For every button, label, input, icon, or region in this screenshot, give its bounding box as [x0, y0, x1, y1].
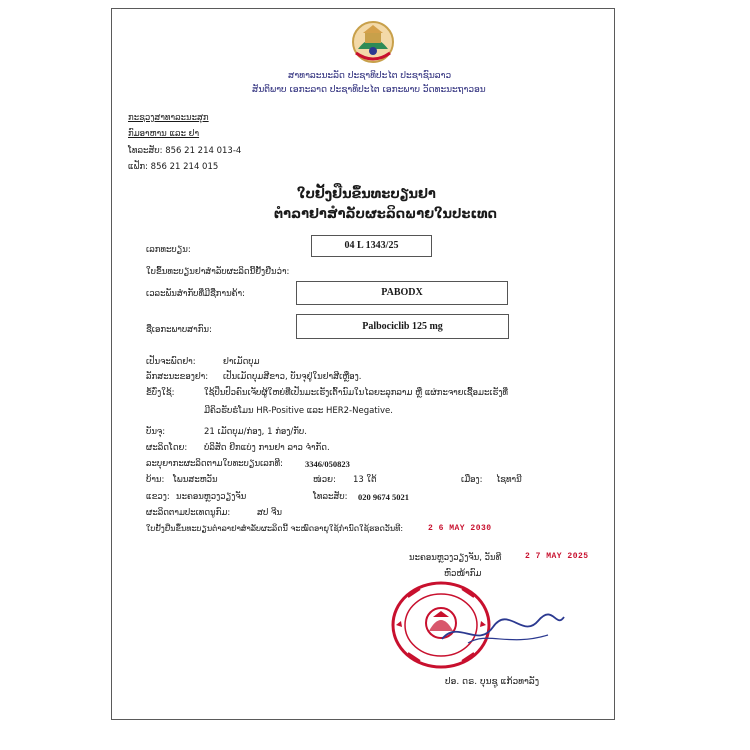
signatory-name: ປອ. ດຣ. ບຸນຊູ ແກ້ວທາລັງ [445, 677, 540, 687]
city-label: ແຂວງ: [146, 492, 170, 502]
certificate-subtitle: ຕຳລາຢາສຳລັບຜະລິດພາຍໃນປະເທດ [274, 207, 497, 222]
certificate-document [111, 8, 615, 720]
certify-label: ໃບຂຶ້ນທະບຽນຢາສຳລັບຜະລິດນີ້ຢັ້ງຢືນວ່າ: [146, 267, 290, 277]
department-name: ກົມອາຫານ ແລະ ຢາ [128, 129, 200, 139]
national-header-line2: ສັນຕິພາບ ເອກະລາດ ປະຊາທິປະໄຕ ເອກະພາບ ວັດທະນະຖາວອນ [252, 85, 486, 95]
unit-value: 13 ໃຕ້ [353, 475, 377, 485]
indication-line2: ມີຄິວຮັບຮໍໂມນ HR-Positive ແລະ HER2-Negative. [204, 406, 393, 416]
generic-label: ຊື່ເອກະພາບສາກົນ: [146, 325, 212, 335]
national-header-line1: ສາທາລະນະລັດ ປະຊາທິປະໄຕ ປະຊາຊົນລາວ [288, 71, 452, 81]
manufacturer-label: ຜະລິດໂດຍ: [146, 443, 188, 453]
pack-label: ບັນຈຸ: [146, 427, 166, 437]
country-label: ຜະລິດຕາມປະເທດນູກົມ: [146, 508, 231, 518]
signature-role: ຫົວໜ້າກົມ [444, 569, 482, 579]
reg-no-label: ເລກທະບຽນ: [146, 245, 191, 255]
reg-no-box: 04 L 1343/25 [311, 235, 432, 257]
brand-label: ເວລະພັນສຳກັບທີ່ມີຊື່ການຄ້າ: [146, 289, 245, 299]
district-value: ໄຊທານີ [496, 475, 522, 485]
manufacturer-value: ບໍລິສັດ ຢິກແບ່ງ ການຢາ ລາວ ຈຳກັດ. [204, 443, 330, 453]
issue-date-stamp: 2 7 MAY 2025 [525, 552, 589, 561]
packaging-value: ເປັນເມັດບຸມສີຂາວ, ບັນຈຸຢູ່ໃນຢາສີເຫຼືອງ. [223, 372, 362, 382]
license-value: 3346/050823 [305, 459, 350, 469]
district-label: ເມືອງ: [461, 475, 483, 485]
signature-scribble-icon [438, 609, 568, 653]
village-value: ໂພນສະຫວັນ [173, 475, 218, 485]
ministry-name: ກະຊວງສາທາລະນະສຸກ [128, 113, 209, 123]
tel-label: ໂທລະສັບ: [313, 492, 348, 502]
unit-label: ໜ່ວຍ: [313, 475, 336, 485]
type-label: ເປັນຈະພົດຢາ: [146, 357, 196, 367]
validity-text: ໃບຢັ້ງຢືນຂຶ້ນທະບຽນຕຳລາຢາສຳລັບຜະລິດນີ້ ຈະໝົດອາຍຸໃຊ້ກຳນົດໃຊ້ຮອດວັນທີ: [146, 524, 404, 533]
brand-box: PABODX [296, 281, 508, 305]
city-value: ນະຄອນຫຼວງວຽງຈັນ [176, 492, 247, 502]
signature-place-date: ນະຄອນຫຼວງວຽງຈັນ, ວັນທີ [409, 553, 502, 563]
certificate-title: ໃບຢັ້ງຢືນຂຶ້ນທະບຽນຢາ [297, 187, 436, 202]
indication-label: ຂໍ້ບົ່ງໃຊ້: [146, 388, 175, 398]
type-value: ຢາເມັດບຸມ [223, 357, 260, 367]
ministry-phone: ໂທລະສັບ: 856 21 214 013-4 [128, 146, 242, 156]
expiry-date-stamp: 2 6 MAY 2030 [428, 524, 492, 533]
ministry-fax: ແຟັກ: 856 21 214 015 [128, 162, 219, 172]
country-value: ສປ ຈີນ [257, 508, 282, 518]
pack-value: 21 ເມັດບຸມ/ກ່ອງ, 1 ກ່ອງ/ກັບ. [204, 427, 307, 437]
generic-box: Palbociclib 125 mg [296, 314, 509, 339]
indication-line1: ໃຊ້ປິ່ນປົວຄົນເຈັບຜູ້ໃຫຍ່ທີ່ເປັນມະເຮັງເຕົ້ານົມໃນໄລຍະລຸກລາມ ຫຼື ແຜ່ກະຈາຍເຊື້ອມະເຮັງທີ່ [204, 388, 508, 398]
tel-value: 020 9674 5021 [358, 492, 409, 502]
packaging-label: ລັກສະນະຂອງຢາ: [146, 372, 209, 382]
village-label: ບ້ານ: [146, 475, 165, 485]
license-label: ລະບຸຍາກະຜະລິດຕາມໃບທະບຽນເລກທີ: [146, 459, 283, 469]
lao-emblem-icon [348, 19, 398, 67]
